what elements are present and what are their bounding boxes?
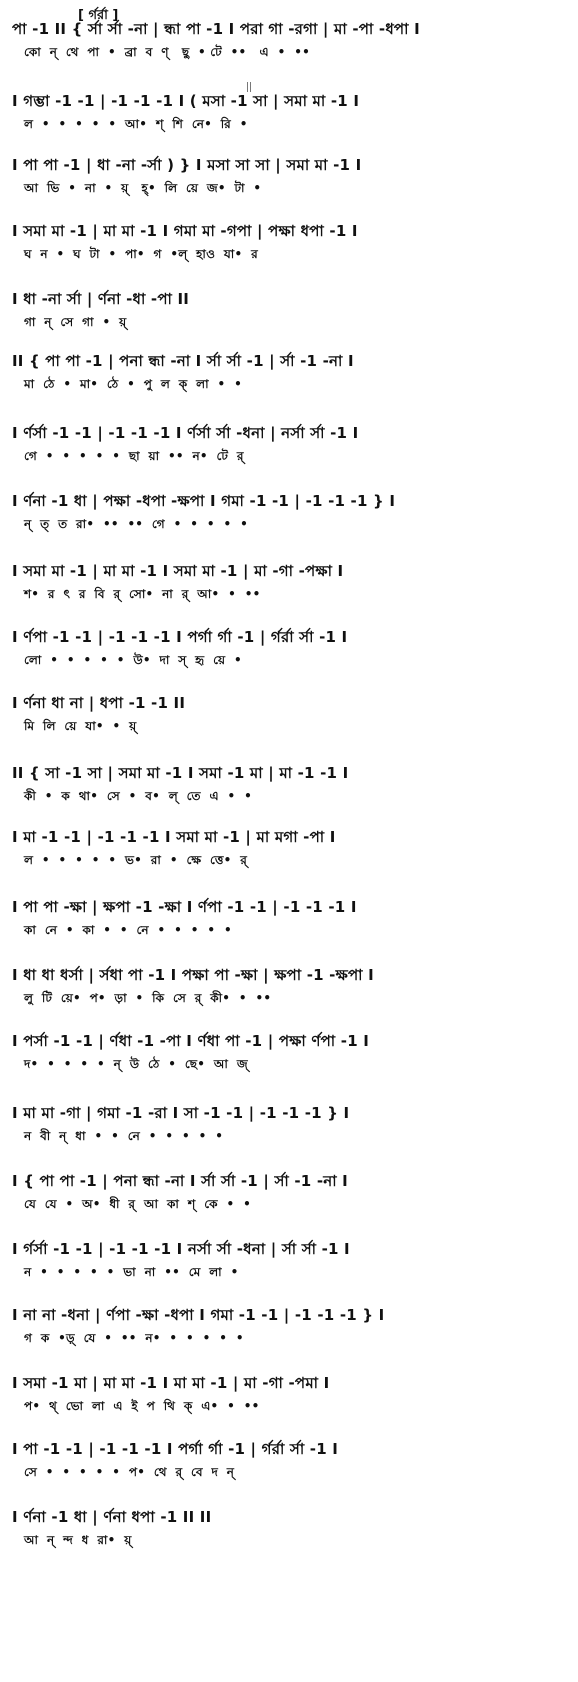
notes-line: II { সা -1 সা | সমা মা -1 I সমা -1 মা | মা -1 -1 I bbox=[12, 764, 349, 782]
notes-line: I র্ণনা -1 ধা | র্ণনা ধপা -1 II II bbox=[12, 1508, 212, 1526]
notation-row bbox=[12, 20, 568, 60]
lyrics-line: কা নে • কা • • নে • • • • • bbox=[24, 923, 232, 937]
notes-line: I র্ণনা ধা না | ধপা -1 -1 II bbox=[12, 694, 186, 712]
notes-line: I র্গর্সা -1 -1 | -1 -1 -1 I নর্সা র্সা -ধনা | র্সা র্সা -1 I bbox=[12, 1240, 350, 1258]
notation-row bbox=[12, 828, 568, 868]
notes-line: I সমা মা -1 | মা মা -1 I সমা মা -1 | মা -গা -পক্ষা I bbox=[12, 562, 344, 580]
lyrics-line: লো • • • • • উ• দা স্ হৃ য়ে • bbox=[24, 653, 242, 667]
lyrics-line: ন • • • • • ভা না •• মে লা • bbox=[24, 1265, 239, 1279]
lyrics-line: কী • ক থা• সে • ব• ল্ তে এ • • bbox=[24, 789, 253, 803]
lyrics-line: ঘ ন • ঘ টা • পা• গ •ল্ হাও যা• র bbox=[24, 247, 258, 261]
notation-row bbox=[12, 424, 568, 464]
lyrics-line: গ ক •ড়্ যে • •• ন• • • • • • bbox=[24, 1331, 244, 1345]
notes-line: I পা পা -ক্ষা | ক্ষপা -1 -ক্ষা I র্ণপা -1 -1 | -1 -1 -1 I bbox=[12, 898, 357, 916]
notes-line: I মা -1 -1 | -1 -1 -1 I সমা মা -1 | মা মগা -পা I bbox=[12, 828, 336, 846]
lyrics-line: ল • • • • • ভ• রা • ক্ষে ত্তে• র্ bbox=[24, 853, 248, 867]
notes-line: I পা -1 -1 | -1 -1 -1 I পর্গা র্গা -1 | র্গর্রা র্সা -1 I bbox=[12, 1440, 339, 1458]
notation-row bbox=[12, 764, 568, 804]
lyrics-line: ন্ ত্ ত রা• •• •• গে • • • • • bbox=[24, 517, 248, 531]
notation-row bbox=[12, 562, 568, 602]
notation-row bbox=[12, 1172, 568, 1212]
notation-row bbox=[12, 628, 568, 668]
lyrics-line: গে • • • • • ছা য়া •• ন• টে র্ bbox=[24, 449, 244, 463]
notation-row bbox=[12, 222, 568, 262]
bracket-note: [ র্গর্রা ] bbox=[78, 8, 119, 23]
lyrics-line: প• থ্ ভো লা এ ই প থি ক্ এ• • •• bbox=[24, 1399, 260, 1413]
notation-row bbox=[12, 1032, 568, 1072]
notation-row bbox=[12, 92, 568, 132]
notes-line: I গম্ভা -1 -1 | -1 -1 -1 I ( মসা -1 সা | সমা মা -1 I bbox=[12, 92, 360, 110]
lyrics-line: সে • • • • • প• থে র্ বে দ ন্ bbox=[24, 1465, 235, 1479]
notes-line: I না না -ধনা | র্ণপা -ক্ষা -ধপা I গমা -1 -1 | -1 -1 -1 } I bbox=[12, 1306, 385, 1324]
notes-line: I মা মা -গা | গমা -1 -রা I সা -1 -1 | -1 -1 -1 } I bbox=[12, 1104, 350, 1122]
lyrics-line: কো ন্ থে পা • ব্রা ব ণ্ ছু • টে •• এ • •• bbox=[24, 45, 310, 59]
notation-row bbox=[12, 352, 568, 392]
lyrics-line: মা ঠে • মা• ঠে • পু ল ক্ লা • • bbox=[24, 377, 243, 391]
lyrics-line: যে যে • অ• ধী র্ আ কা শ্ কে • • bbox=[24, 1197, 252, 1211]
lyrics-line: ন বী ন্ ধা • • নে • • • • • bbox=[24, 1129, 224, 1143]
lyrics-line: শ• র ৎ র বি র্ সো• না র্ আ• • •• bbox=[24, 587, 261, 601]
notation-row bbox=[12, 898, 568, 938]
notation-row bbox=[12, 1440, 568, 1480]
notes-line: I পা পা -1 | ধা -না -র্সা ) } I মসা সা সা | সমা মা -1 I bbox=[12, 156, 362, 174]
notes-line: I র্ণপা -1 -1 | -1 -1 -1 I পর্গা র্গা -1 | র্গর্রা র্সা -1 I bbox=[12, 628, 348, 646]
notation-row bbox=[12, 1508, 568, 1548]
notes-line: পা -1 II { র্সা র্সা -না | ন্ধা পা -1 I পরা গা -রগা | মা -পা -ধপা I bbox=[12, 20, 420, 38]
notation-row bbox=[12, 1240, 568, 1280]
lyrics-line: আ ন্ ন্দ ধ রা• য়্ bbox=[24, 1533, 132, 1547]
lyrics-line: মি লি য়ে যা• • য়্ bbox=[24, 719, 137, 733]
lyrics-line: আ ভি • না • য়্ হ্• লি য়ে জ• টা • bbox=[24, 181, 262, 195]
notation-row bbox=[12, 1306, 568, 1346]
lyrics-line: লু টি য়ে• প• ড়া • কি সে র্ কী• • •• bbox=[24, 991, 272, 1005]
notes-line: I সমা -1 মা | মা মা -1 I মা মা -1 | মা -গা -পমা I bbox=[12, 1374, 330, 1392]
notation-row bbox=[12, 156, 568, 196]
notes-line: I ধা ধা ধর্সা | র্সধা পা -1 I পক্ষা পা -ক্ষা | ক্ষপা -1 -ক্ষপা I bbox=[12, 966, 374, 984]
notes-line: I ধা -না র্সা | র্ণনা -ধা -পা II bbox=[12, 290, 190, 308]
notes-line: I র্ণর্সা -1 -1 | -1 -1 -1 I র্ণর্সা র্সা -ধনা | নর্সা র্সা -1 I bbox=[12, 424, 359, 442]
lyrics-line: ল • • • • • আ• শ্ শি নে• রি • bbox=[24, 117, 248, 131]
notation-row bbox=[12, 966, 568, 1006]
lyrics-line: দ• • • • • ন্ উ ঠে • ছে• আ জ্ bbox=[24, 1057, 248, 1071]
notes-line: I { পা পা -1 | পনা ন্ধা -না I র্সা র্সা -1 | র্সা -1 -না I bbox=[12, 1172, 348, 1190]
notes-line: I পর্সা -1 -1 | র্ণধা -1 -পা I র্ণধা পা -1 | পক্ষা র্ণপা -1 I bbox=[12, 1032, 370, 1050]
separator-mark bbox=[247, 82, 251, 92]
notation-row bbox=[12, 290, 568, 330]
notation-row bbox=[12, 492, 568, 532]
notation-row bbox=[12, 694, 568, 734]
notation-row bbox=[12, 1374, 568, 1414]
notation-row bbox=[12, 1104, 568, 1144]
lyrics-line: গা ন্ সে গা • য়্ bbox=[24, 315, 127, 329]
notes-line: II { পা পা -1 | পনা ন্ধা -না I র্সা র্সা -1 | র্সা -1 -না I bbox=[12, 352, 354, 370]
notes-line: I র্ণনা -1 ধা | পক্ষা -ধপা -ক্ষপা I গমা -1 -1 | -1 -1 -1 } I bbox=[12, 492, 396, 510]
notes-line: I সমা মা -1 | মা মা -1 I গমা মা -গপা | পক্ষা ধপা -1 I bbox=[12, 222, 358, 240]
